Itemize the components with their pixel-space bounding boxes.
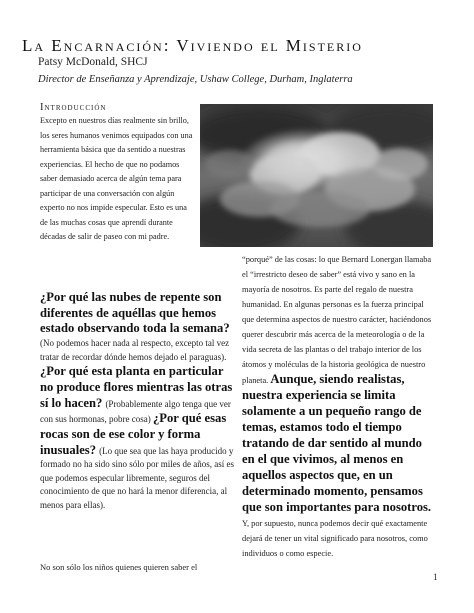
right-text-2: Y, por supuesto, nunca podemos decir qué exactamente dejará de tener un vital significado para nosotros, como individuos o como especie. — [242, 519, 428, 558]
intro-column — [40, 114, 195, 245]
intro-paragraph: Excepto en nuestros días realmente sin brillo, los seres humanos venimos equipados con una herramienta básica que da sentido a nuestras experiencias. El hecho de que no podamos saber demasiado acerca de algún tema para participar de una conversación con algún experto no nos impide especular. Esto es una de las muchas cosas que aprendí durante décadas de salir de paseo con mi padre. — [40, 116, 193, 241]
answer-3: (Lo que sea que las haya producido y formado no ha sido sino sólo por miles de años, así es que podemos especular libremente, seguros del conocimiento de que no hará la menor diferencia, al menos para ellas). — [40, 445, 234, 510]
author-name: Patsy McDonald, SHCJ — [38, 56, 148, 68]
question-2: ¿Por qué esta planta en particular no produce flores mientras las otras sí lo hacen? — [40, 364, 233, 410]
right-lead-statement: Aunque, siendo realistas, nuestra experiencia se limita solamente a un pequeño rango de temas, estamos todo el tiempo tratando de dar sentido al mundo en el que vivimos, al menos en aquellos aspectos que, en un determinado momento, pensamos que son importantes para nosotros. — [242, 372, 432, 514]
page-number: 1 — [433, 572, 438, 582]
author-affiliation: Director de Enseñanza y Aprendizaje, Ushaw College, Durham, Inglaterra — [38, 74, 353, 85]
question-3: ¿Por qué esas rocas son de ese color y forma inusuales? — [40, 411, 227, 457]
question-1: ¿Por qué las nubes de repente son diferentes de aquéllas que hemos estado observando toda la semana? — [40, 290, 230, 336]
questions-paragraph — [40, 290, 236, 512]
answer-2: (Probablemente algo tenga que ver con sus hormonas, pobre cosa) — [40, 398, 231, 425]
questions-column — [40, 290, 236, 512]
answer-1: (No podemos hacer nada al respecto, excepto tal vez tratar de recordar dónde hemos dejado el paraguas). — [40, 338, 230, 362]
right-text-1: “porqué” de las cosas: lo que Bernard Lonergan llamaba el “irrestricto deseo de saber” está vivo y sano en la mayoría de nosotros. Es parte del regalo de nuestra humanidad. En algunas personas es la fuerza principal que determina aspectos de nuestro carácter, haciéndonos querer descubrir más acerca de la meteorología o de la vida secreta de las plantas o del trabajo interior de los átomos y moléculas de la historia geológica de nuestro planeta. — [242, 255, 432, 385]
cloud-photo — [200, 104, 433, 247]
right-column — [242, 252, 435, 561]
right-paragraph — [242, 252, 435, 561]
section-heading: Introducción — [40, 102, 107, 113]
closing-line: No son sólo los niños quienes quieren saber el — [40, 562, 198, 572]
page-title: La Encarnación: Viviendo el Misterio — [22, 36, 363, 55]
